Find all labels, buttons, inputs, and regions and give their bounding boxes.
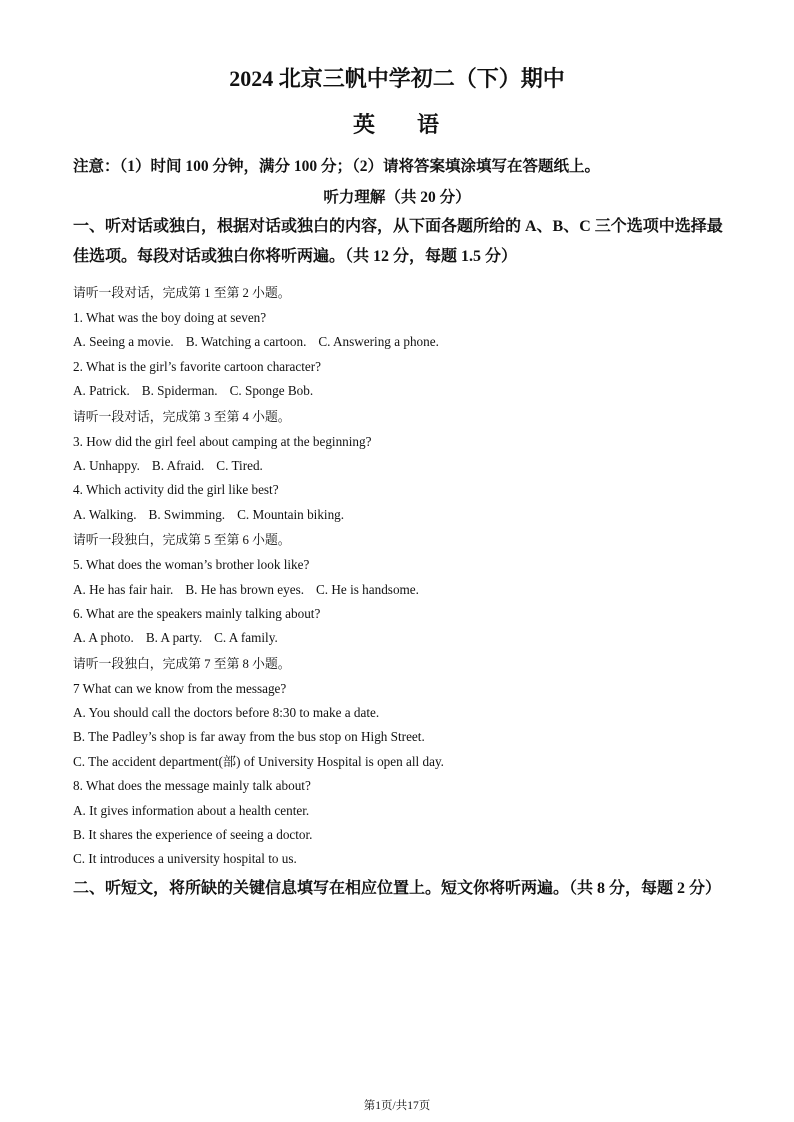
option-b: B. It shares the experience of seeing a doctor. bbox=[73, 827, 313, 843]
group-prompt: 请听一段独白，完成第 7 至第 8 小题。 bbox=[73, 656, 291, 671]
option-row bbox=[73, 454, 733, 478]
question-text: 4. Which activity did the girl like best? bbox=[73, 482, 279, 498]
question-text: 8. What does the message mainly talk about? bbox=[73, 778, 311, 794]
page-number: 第1页/共17页 bbox=[363, 1100, 431, 1112]
option-a: A. Seeing a movie. bbox=[73, 334, 174, 350]
option-row bbox=[73, 578, 733, 602]
option-a: A. Unhappy. bbox=[73, 457, 140, 473]
part2-instruction: 二、听短文，将所缺的关键信息填写在相应位置上。短文你将听两遍。（共 8 分，每题 2 分） bbox=[73, 880, 722, 897]
option-b: B. Swimming. bbox=[148, 506, 226, 522]
option-c: C. He is handsome. bbox=[316, 581, 419, 597]
option-a: A. He has fair hair. bbox=[73, 581, 174, 597]
part1-instruction: 一、听对话或独白，根据对话或独白的内容，从下面各题所给的 A、B、C 三个选项中选择最佳选项。每段对话或独白你将听两遍。（共 12 分，每题 1.5 分） bbox=[73, 218, 723, 265]
option-row bbox=[73, 503, 733, 527]
question-text: 2. What is the girl’s favorite cartoon character? bbox=[73, 358, 322, 374]
option-row bbox=[73, 626, 733, 650]
group-prompt: 请听一段独白，完成第 5 至第 6 小题。 bbox=[73, 533, 291, 548]
option-c: C. Tired. bbox=[216, 457, 263, 473]
subject-title bbox=[0, 108, 794, 139]
question-text: 1. What was the boy doing at seven? bbox=[73, 310, 267, 325]
option-c: C. The accident department(部) of University Hospital is open all day. bbox=[73, 753, 444, 769]
question-text: 7 What can we know from the message? bbox=[73, 680, 287, 696]
option-b: B. Afraid. bbox=[151, 457, 205, 473]
option-b: B. Spiderman. bbox=[141, 383, 218, 399]
option-b: B. Watching a cartoon. bbox=[185, 334, 307, 350]
option-c: C. Mountain biking. bbox=[237, 506, 345, 522]
option-row bbox=[73, 330, 733, 354]
option-b: B. He has brown eyes. bbox=[185, 581, 305, 597]
option-b: B. The Padley’s shop is far away from the bus stop on High Street. bbox=[73, 729, 425, 745]
section-title: 听力理解（共 20 分） bbox=[323, 189, 471, 206]
option-a: A. Patrick. bbox=[73, 383, 130, 399]
option-c: C. Sponge Bob. bbox=[229, 383, 314, 399]
option-c: C. It introduces a university hospital to us. bbox=[73, 851, 297, 867]
option-a: A. You should call the doctors before 8:30 to make a date. bbox=[73, 705, 380, 721]
subject-char-2: 语 bbox=[417, 112, 442, 137]
option-a: A. A photo. bbox=[73, 630, 134, 646]
option-c: C. Answering a phone. bbox=[318, 334, 439, 350]
group-prompt: 请听一段对话，完成第 1 至第 2 小题。 bbox=[73, 286, 291, 300]
exam-note: 注意：（1）时间 100 分钟，满分 100 分；（2）请将答案填涂填写在答题纸上。 bbox=[73, 158, 601, 175]
subject-char-1: 英 bbox=[352, 112, 377, 137]
question-text: 5. What does the woman’s brother look like? bbox=[73, 557, 310, 573]
option-row bbox=[73, 379, 733, 403]
option-a: A. It gives information about a health center. bbox=[73, 802, 310, 818]
question-text: 3. How did the girl feel about camping at the beginning? bbox=[73, 433, 372, 449]
option-c: C. A family. bbox=[214, 630, 278, 646]
group-prompt: 请听一段对话，完成第 3 至第 4 小题。 bbox=[73, 409, 291, 424]
question-text: 6. What are the speakers mainly talking about? bbox=[73, 605, 321, 621]
option-b: B. A party. bbox=[145, 630, 203, 646]
exam-title: 2024 北京三帆中学初二（下）期中 bbox=[229, 66, 565, 91]
option-a: A. Walking. bbox=[73, 506, 137, 522]
question-list bbox=[73, 280, 733, 872]
